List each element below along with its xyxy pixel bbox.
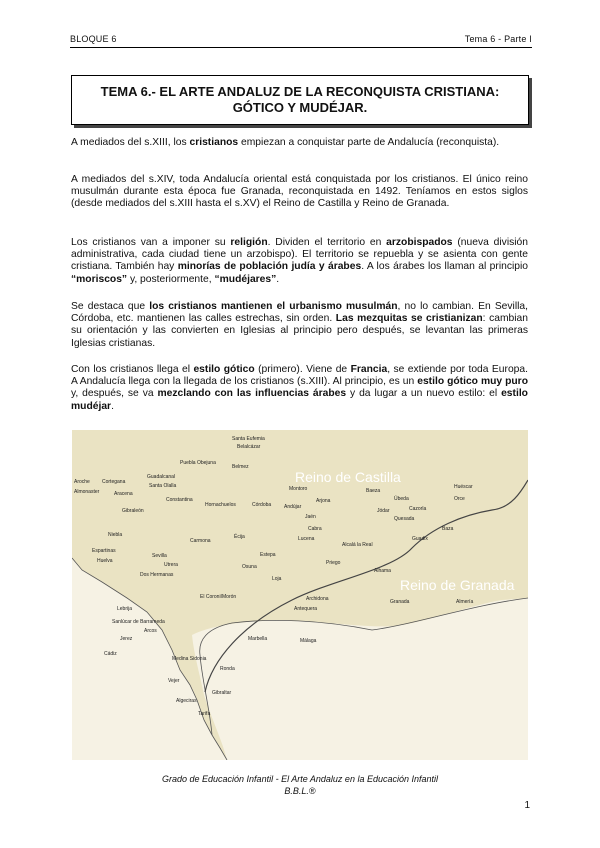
place-santa-olalla: Santa Olalla: [149, 483, 177, 489]
place-alcala-real: Alcalá la Real: [342, 542, 373, 548]
caption: [0, 773, 600, 797]
place-santa-eufemia: Santa Eufemia: [232, 436, 265, 442]
place-hornachuelos: Hornachuelos: [205, 502, 236, 508]
place-carmona: Carmona: [190, 538, 211, 544]
place-loja: Loja: [272, 576, 282, 582]
place-malaga: Málaga: [300, 638, 317, 644]
place-cazorla: Cazorla: [409, 506, 427, 512]
place-vejer: Vejer: [168, 678, 180, 684]
paragraph-4: Se destaca que los cristianos mantienen el urbanismo musulmán, no lo cambian. En Sevilla, Córdoba, etc. mantienen las calles estrechas, sin orden. Las mezquitas se cristianizan: cambian su orientación y las convierten en Iglesias al principio pero después, se levantan las primeras Iglesias cristianas.: [71, 301, 529, 349]
header-right: Tema 6 - Parte I: [464, 34, 532, 44]
place-lebrija: Lebrija: [117, 606, 133, 612]
place-guadix: Guadix: [412, 536, 428, 542]
paragraph-2: A mediados del s.XIV, toda Andalucía oriental está conquistada por los cristianos. El único reino musulmán durante esta época fue Granada, reconquistada en 1492. Teníamos en estos siglos (desde mediados del s.XIII hasta el s.XV) el Reino de Castilla y Reino de Granada.: [71, 174, 528, 210]
place-belmez: Belmez: [232, 464, 249, 470]
place-guadalcanal: Guadalcanal: [147, 474, 176, 480]
place-aroche: Aroche: [74, 479, 90, 485]
place-gibraleon: Gibraleón: [122, 508, 144, 514]
caption-line-1: Grado de Educación Infantil - El Arte Andaluz en la Educación Infantil: [162, 774, 438, 784]
place-orce: Orce: [454, 496, 465, 502]
place-aracena: Aracena: [114, 491, 133, 497]
place-antequera: Antequera: [294, 606, 318, 612]
place-osuna: Osuna: [242, 564, 257, 570]
place-dos-hermanas: Dos Hermanas: [140, 572, 174, 578]
place-almeria: Almería: [456, 599, 474, 605]
header-left: BLOQUE 6: [70, 34, 117, 44]
place-moron: Morón: [222, 594, 237, 600]
title-line-1: TEMA 6.- EL ARTE ANDALUZ DE LA RECONQUISTA CRISTIANA:: [100, 84, 500, 99]
place-ronda: Ronda: [220, 666, 235, 672]
place-estepa: Estepa: [260, 552, 276, 558]
place-niebla: Niebla: [108, 532, 123, 538]
place-constantina: Constantina: [166, 497, 193, 503]
place-sevilla: Sevilla: [152, 553, 167, 559]
place-gibraltar: Gibraltar: [212, 690, 232, 696]
place-tarifa: Tarifa: [198, 711, 211, 717]
place-cabra: Cabra: [308, 526, 322, 532]
place-huescar: Huéscar: [454, 484, 473, 490]
place-espartinas: Espartinas: [92, 548, 116, 554]
map-andalucia: [72, 430, 528, 760]
paragraph-3: Los cristianos van a imponer su religión. Dividen el territorio en arzobispados (nueva división administrativa, cada ciudad tiene un arzobispo). El territorio se repuebla y se asienta con gente cristiana. También hay minorías de población judía y árabes. A los árabes los llaman al principio “moriscos” y, posteriormente, “mudéjares”.: [71, 237, 529, 285]
place-sanlucar: Sanlúcar de Barrameda: [112, 619, 165, 625]
map-svg: [72, 430, 528, 760]
title-line-2: GÓTICO Y MUDÉJAR.: [232, 100, 368, 115]
place-ecija: Écija: [234, 534, 245, 540]
place-quesada: Quesada: [394, 516, 415, 522]
place-cadiz: Cádiz: [104, 651, 117, 657]
place-utrera: Utrera: [164, 562, 178, 568]
place-jaen: Jaén: [305, 514, 316, 520]
page-number: 1: [524, 800, 530, 811]
place-granada: Granada: [390, 599, 410, 605]
place-archidona: Archidona: [306, 596, 329, 602]
place-medina: Medina Sidonia: [172, 656, 207, 662]
place-cordoba: Córdoba: [252, 502, 272, 508]
caption-line-2: B.B.L.®: [284, 786, 316, 796]
place-arjona: Arjona: [316, 498, 331, 504]
place-jerez: Jerez: [120, 636, 133, 642]
place-el-coronil: El Coronil: [200, 594, 222, 600]
place-marbella: Marbella: [248, 636, 268, 642]
place-algeciras: Algeciras: [176, 698, 197, 704]
title-box: [71, 75, 529, 125]
header-rule: [70, 47, 532, 48]
place-cortegana: Cortegana: [102, 479, 126, 485]
region-granada: Reino de Granada: [400, 577, 515, 593]
place-alhama: Alhama: [374, 568, 391, 574]
place-lucena: Lucena: [298, 536, 315, 542]
paragraph-1: A mediados del s.XIII, los cristianos empiezan a conquistar parte de Andalucía (reconquista).: [71, 137, 500, 148]
place-belalcazar: Belalcázar: [237, 444, 261, 450]
place-jodar: Jódar: [377, 508, 390, 514]
place-andujar: Andújar: [284, 504, 302, 510]
place-almonaster: Almonaster: [74, 489, 100, 495]
region-castilla: Reino de Castilla: [295, 469, 401, 485]
place-ubeda: Úbeda: [394, 496, 409, 502]
place-arcos: Arcos: [144, 628, 157, 634]
place-huelva: Huelva: [97, 558, 113, 564]
place-montoro: Montoro: [289, 486, 308, 492]
place-puebla: Puebla Obejuna: [180, 460, 216, 466]
paragraph-5: Con los cristianos llega el estilo gótico (primero). Viene de Francia, se extiende por toda Europa. A Andalucía llega con la llegada de los cristianos (s.XIII). Al principio, es un estilo gótico muy puro y, después, se va mezclando con las influencias árabes y da lugar a un nuevo estilo: el estilo mudéjar.: [71, 364, 528, 412]
place-baeza: Baeza: [366, 488, 381, 494]
place-priego: Priego: [326, 560, 341, 566]
place-baza: Baza: [442, 526, 454, 532]
